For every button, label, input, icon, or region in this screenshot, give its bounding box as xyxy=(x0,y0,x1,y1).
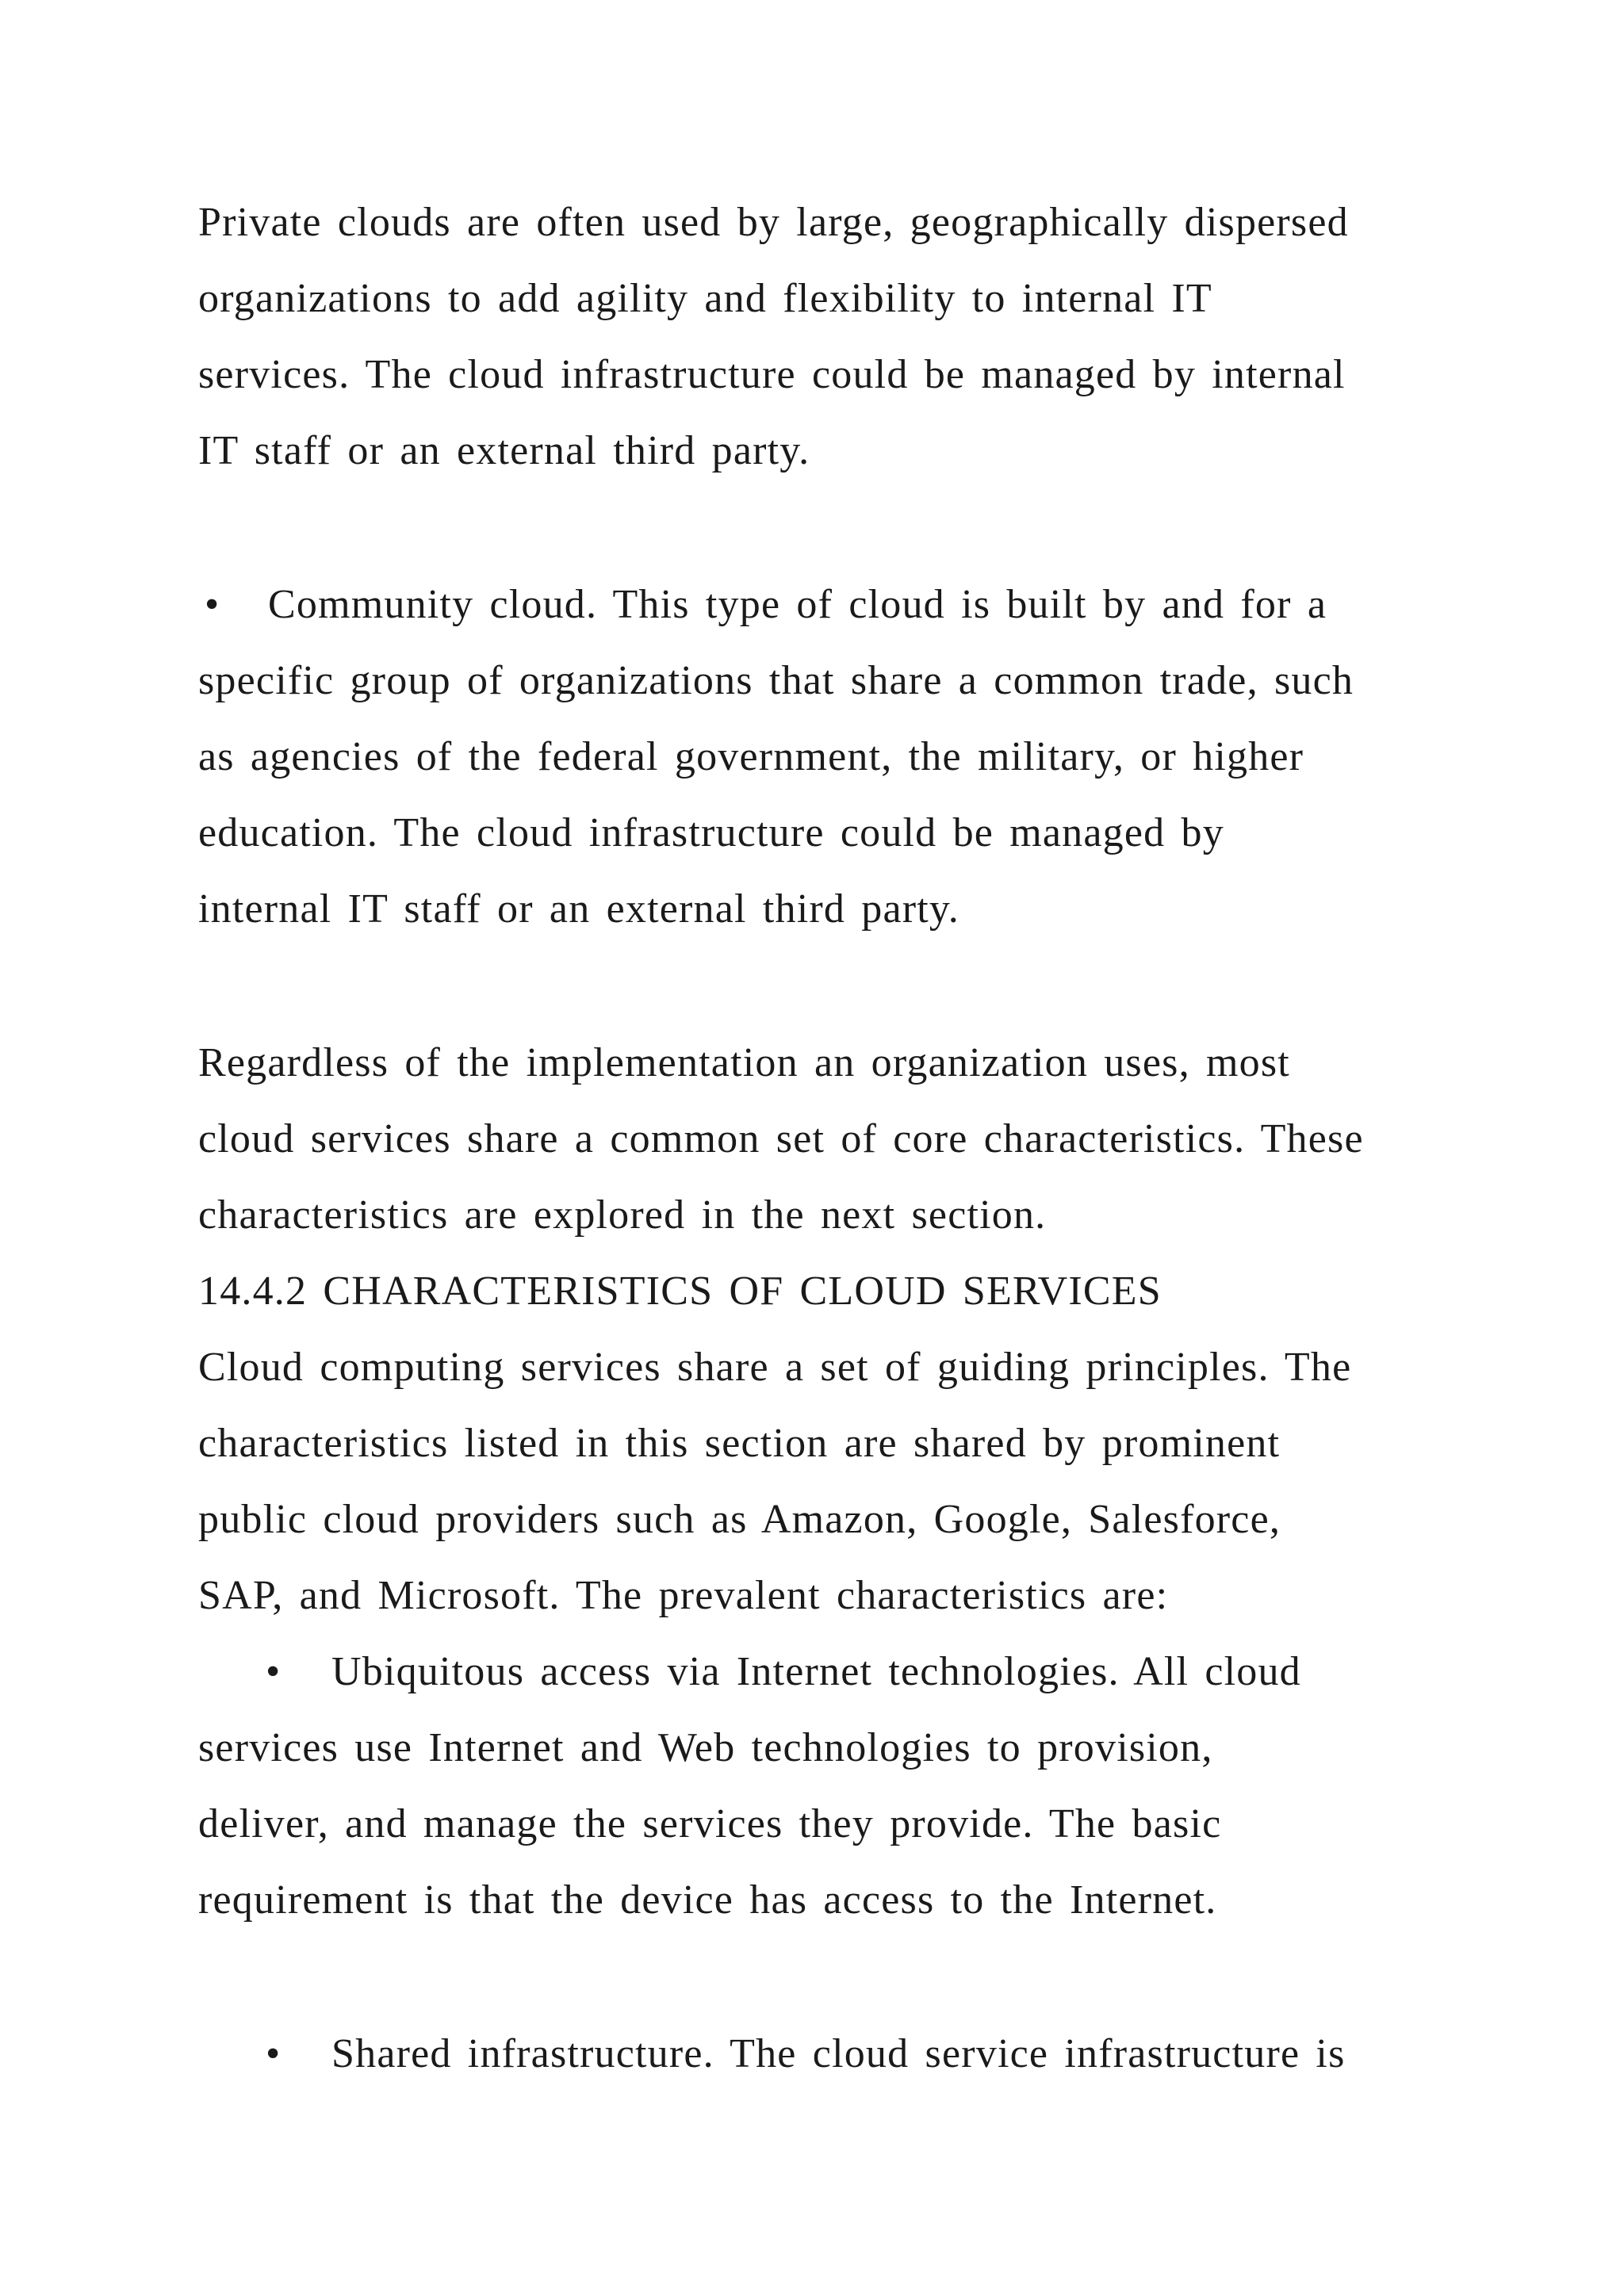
characteristics-line-1: Cloud computing services share a set of guiding principles. The xyxy=(198,1345,1352,1390)
characteristics-line-4: SAP, and Microsoft. The prevalent characteristics are: xyxy=(198,1573,1169,1618)
community-cloud-line-5: internal IT staff or an external third party. xyxy=(198,886,959,932)
community-cloud-line-2: specific group of organizations that share a common trade, such xyxy=(198,658,1354,703)
regardless-line-2: cloud services share a common set of core characteristics. These xyxy=(198,1116,1364,1161)
ubiquitous-access-line-1: Ubiquitous access via Internet technologies. All cloud xyxy=(331,1649,1301,1694)
regardless-line-1: Regardless of the implementation an organization uses, most xyxy=(198,1040,1290,1085)
private-clouds-line-4: IT staff or an external third party. xyxy=(198,428,810,473)
ubiquitous-access-bullet: • xyxy=(266,1649,281,1694)
ubiquitous-access-line-2: services use Internet and Web technologies to provision, xyxy=(198,1725,1213,1770)
private-clouds-line-1: Private clouds are often used by large, geographically dispersed xyxy=(198,200,1349,245)
community-cloud-bullet: • xyxy=(205,582,220,627)
shared-infrastructure-bullet: • xyxy=(266,2031,281,2076)
private-clouds-line-2: organizations to add agility and flexibility to internal IT xyxy=(198,276,1212,321)
characteristics-line-3: public cloud providers such as Amazon, Google, Salesforce, xyxy=(198,1497,1281,1542)
community-cloud-line-1: Community cloud. This type of cloud is built by and for a xyxy=(268,582,1327,627)
community-cloud-line-3: as agencies of the federal government, the military, or higher xyxy=(198,734,1304,779)
ubiquitous-access-line-4: requirement is that the device has access to the Internet. xyxy=(198,1877,1217,1923)
ubiquitous-access-line-3: deliver, and manage the services they provide. The basic xyxy=(198,1801,1222,1846)
private-clouds-line-3: services. The cloud infrastructure could be managed by internal xyxy=(198,352,1346,397)
regardless-line-3: characteristics are explored in the next section. xyxy=(198,1192,1047,1238)
section-heading: 14.4.2 CHARACTERISTICS OF CLOUD SERVICES xyxy=(198,1269,1162,1314)
shared-infrastructure-line-1: Shared infrastructure. The cloud service infrastructure is xyxy=(331,2031,1346,2076)
community-cloud-line-4: education. The cloud infrastructure could be managed by xyxy=(198,810,1224,855)
characteristics-line-2: characteristics listed in this section are shared by prominent xyxy=(198,1421,1281,1466)
